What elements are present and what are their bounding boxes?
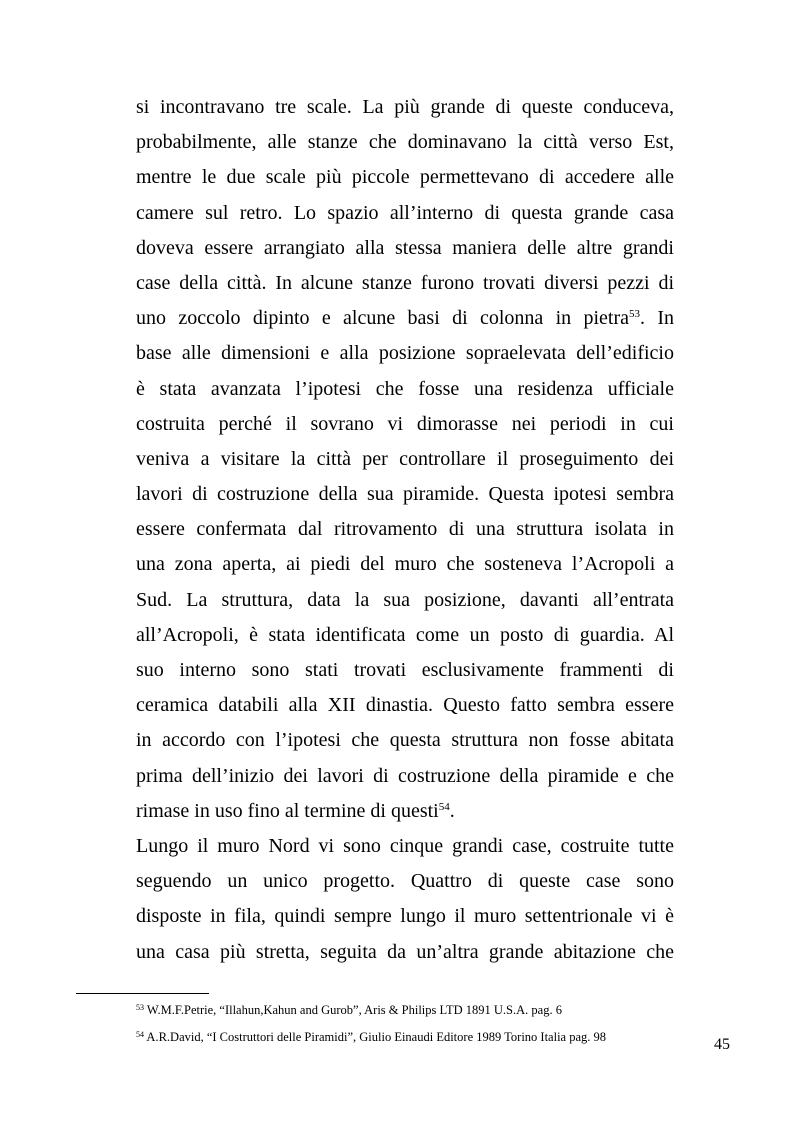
text-line	[136, 829, 674, 864]
text-line	[136, 688, 674, 723]
line-text: case della città. In alcune stanze furono trovati diversi pezzi di	[136, 271, 674, 294]
text-line	[136, 512, 674, 547]
text-line	[136, 372, 674, 407]
footnotes	[136, 1002, 696, 1056]
text-line	[136, 794, 674, 829]
line-text-after: .	[449, 799, 455, 822]
text-line	[136, 407, 674, 442]
footnote-number: 54	[136, 1030, 144, 1039]
line-text: base alle dimensioni e alla posizione sopraelevata dell’edificio	[136, 342, 674, 365]
line-text: suo interno sono stati trovati esclusivamente frammenti di	[136, 659, 674, 681]
line-text: uno zoccolo dipinto e alcune basi di colonna in pietra	[136, 307, 630, 330]
line-text: disposte in fila, quindi sempre lungo il muro settentrionale vi è	[136, 905, 674, 928]
line-text: doveva essere arrangiato alla stessa maniera delle altre grandi	[136, 236, 674, 259]
text-line	[136, 723, 674, 758]
text-line	[136, 583, 674, 618]
line-text: all’Acropoli, è stata identificata come un posto di guardia. Al	[136, 623, 674, 646]
text-line	[136, 231, 674, 266]
text-line	[136, 160, 674, 195]
line-text: Sud. La struttura, data la sua posizione, davanti all’entrata	[136, 588, 674, 611]
footnote-reference: 54	[438, 800, 450, 813]
text-line	[136, 90, 674, 125]
line-text: veniva a visitare la città per controllare il proseguimento dei	[136, 447, 674, 470]
line-text: una casa più stretta, seguita da un’altra grande abitazione che	[136, 940, 674, 963]
text-line	[136, 547, 674, 582]
line-text: costruita perché il sovrano vi dimorasse nei periodi in cui	[136, 412, 674, 435]
line-text: si incontravano tre scale. La più grande di queste conduceva,	[136, 96, 674, 118]
footnote	[136, 1029, 696, 1045]
line-text: lavori di costruzione della sua piramide. Questa ipotesi sembra	[136, 483, 674, 506]
text-line	[136, 477, 674, 512]
page-number: 45	[714, 1036, 730, 1053]
footnote-number: 53	[136, 1003, 144, 1012]
line-text: in accordo con l’ipotesi che questa struttura non fosse abitata	[136, 729, 674, 752]
text-line	[136, 935, 674, 970]
footnote-text: W.M.F.Petrie, “Illahun,Kahun and Gurob”, Aris & Philips LTD 1891 U.S.A. pag. 6	[144, 1003, 562, 1017]
text-line	[136, 301, 674, 336]
text-line	[136, 125, 674, 160]
footnote-reference: 53	[629, 308, 641, 321]
line-text: probabilmente, alle stanze che dominavano la città verso Est,	[136, 131, 674, 154]
text-line	[136, 864, 674, 899]
line-text: rimase in uso fino al termine di questi	[136, 799, 439, 822]
line-text: mentre le due scale più piccole permettevano di accedere alle	[136, 166, 674, 189]
line-text: è stata avanzata l’ipotesi che fosse una residenza ufficiale	[136, 377, 674, 400]
text-line	[136, 653, 674, 688]
line-text: una zona aperta, ai piedi del muro che sosteneva l’Acropoli a	[136, 553, 674, 576]
footnote-text: A.R.David, “I Costruttori delle Piramidi”, Giulio Einaudi Editore 1989 Torino Italia pag. 98	[144, 1030, 607, 1044]
line-text-after: . In	[640, 307, 674, 330]
line-text: seguendo un unico progetto. Quattro di queste case sono	[136, 870, 674, 893]
line-text: prima dell’inizio dei lavori di costruzione della piramide e che	[136, 764, 674, 787]
text-line	[136, 266, 674, 301]
line-text: ceramica databili alla XII dinastia. Questo fatto sembra essere	[136, 694, 674, 717]
text-line	[136, 196, 674, 231]
line-text: essere confermata dal ritrovamento di una struttura isolata in	[136, 518, 674, 541]
text-line	[136, 442, 674, 477]
text-line	[136, 618, 674, 653]
line-text: camere sul retro. Lo spazio all’interno di questa grande casa	[136, 201, 674, 224]
footnote	[136, 1002, 696, 1018]
text-line	[136, 759, 674, 794]
text-line	[136, 336, 674, 371]
text-line	[136, 899, 674, 934]
line-text: Lungo il muro Nord vi sono cinque grandi case, costruite tutte	[136, 834, 674, 857]
footnote-separator	[76, 993, 209, 994]
body-text	[136, 90, 674, 970]
